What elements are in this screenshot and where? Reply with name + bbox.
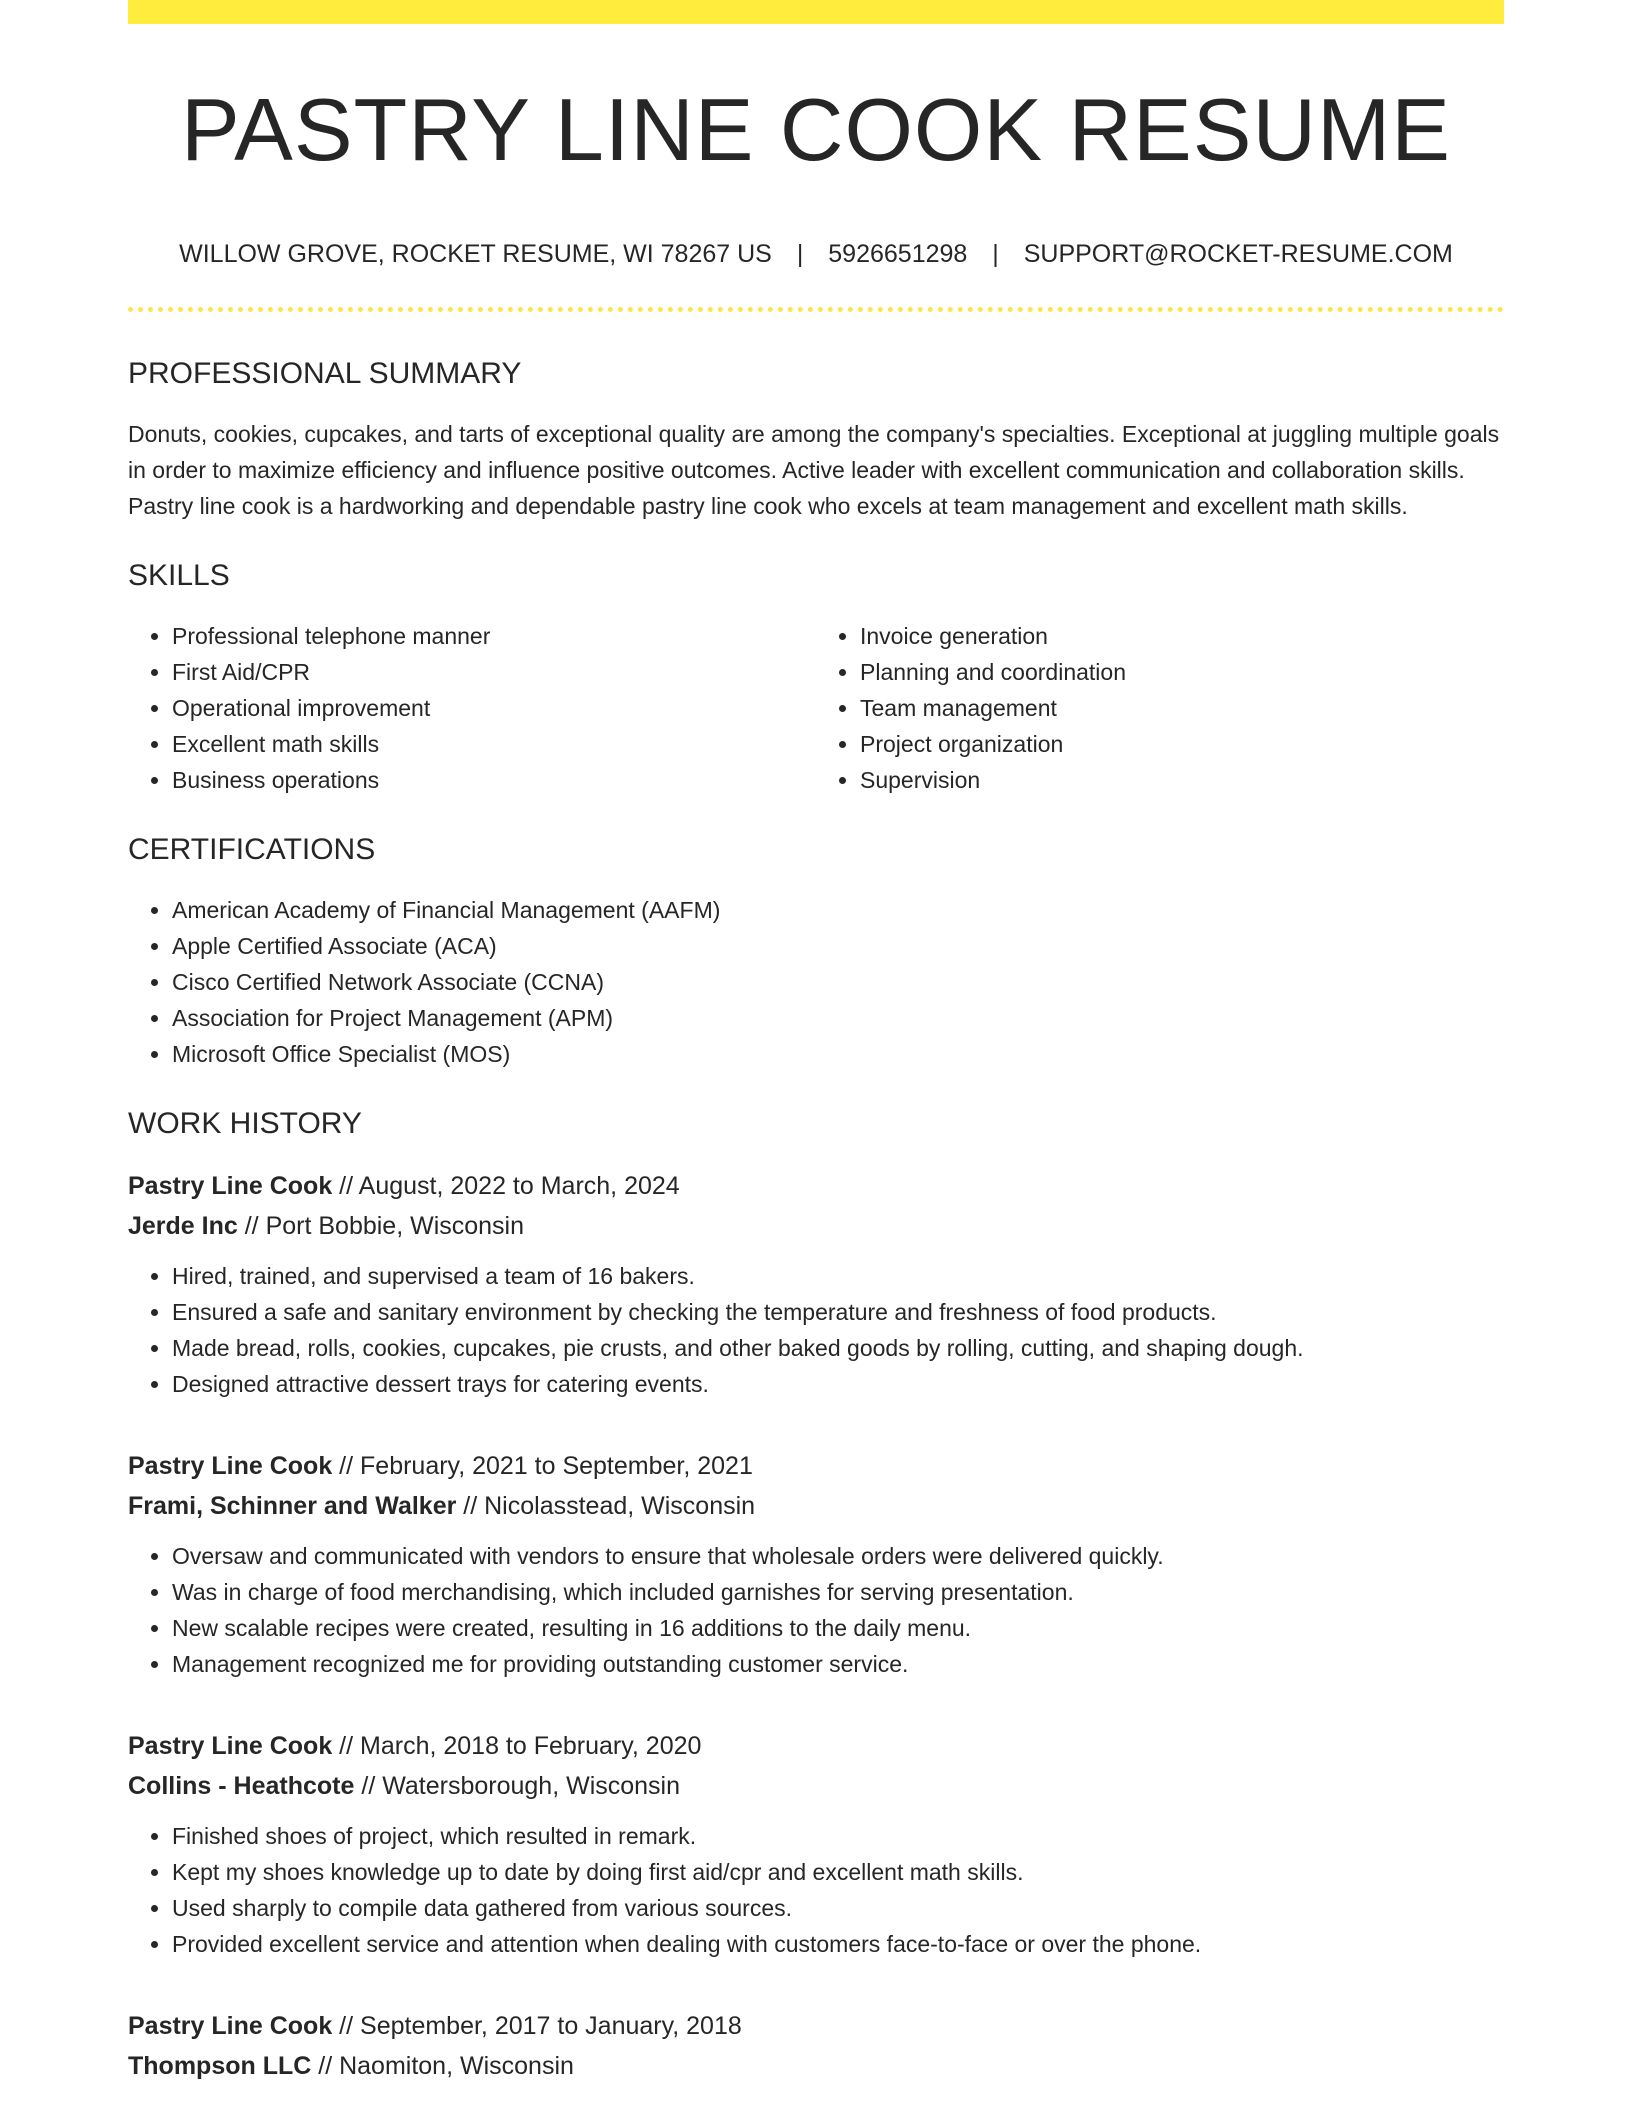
skills-columns xyxy=(128,618,1504,798)
skill-item: • Business operations xyxy=(172,762,816,798)
job-bullet: • Oversaw and communicated with vendors to ensure that wholesale orders were delivered quickly. xyxy=(172,1538,1504,1574)
skill-item: • Team management xyxy=(860,690,1504,726)
certifications-heading: CERTIFICATIONS xyxy=(128,832,376,866)
contact-separator: | xyxy=(992,239,999,268)
certification-item: • Cisco Certified Network Associate (CCNA) xyxy=(172,964,1504,1000)
certification-item: • Microsoft Office Specialist (MOS) xyxy=(172,1036,1504,1072)
skill-item: • Operational improvement xyxy=(172,690,816,726)
job-role: Pastry Line Cook xyxy=(128,1731,333,1760)
skill-item: • First Aid/CPR xyxy=(172,654,816,690)
job-company: Jerde Inc xyxy=(128,1211,238,1240)
resume-title: PASTRY LINE COOK RESUME xyxy=(181,80,1451,179)
job-bullet: • Kept my shoes knowledge up to date by doing first aid/cpr and excellent math skills. xyxy=(172,1854,1504,1890)
job-company: Frami, Schinner and Walker xyxy=(128,1491,457,1520)
job-bullet: • Finished shoes of project, which resulted in remark. xyxy=(172,1818,1504,1854)
work-history-heading: WORK HISTORY xyxy=(128,1106,362,1140)
skills-list-right xyxy=(816,618,1504,798)
skills-list-left xyxy=(128,618,816,798)
job-bullet: • Ensured a safe and sanitary environment by checking the temperature and freshness of food products. xyxy=(172,1294,1504,1330)
certification-item: • American Academy of Financial Management (AAFM) xyxy=(172,892,1504,928)
job-role-line xyxy=(128,1166,1504,1206)
job-role: Pastry Line Cook xyxy=(128,2011,333,2040)
skill-item: • Project organization xyxy=(860,726,1504,762)
skill-item: • Professional telephone manner xyxy=(172,618,816,654)
certification-item: • Apple Certified Associate (ACA) xyxy=(172,928,1504,964)
skill-item: • Invoice generation xyxy=(860,618,1504,654)
job-bullet: • New scalable recipes were created, resulting in 16 additions to the daily menu. xyxy=(172,1610,1504,1646)
dotted-divider xyxy=(128,307,1504,312)
job-dates: // August, 2022 to March, 2024 xyxy=(332,1171,680,1200)
job-bullet: • Designed attractive dessert trays for catering events. xyxy=(172,1366,1504,1402)
contact-phone[interactable]: 5926651298 xyxy=(828,239,968,268)
job-role: Pastry Line Cook xyxy=(128,1171,333,1200)
job-company-line xyxy=(128,1766,1504,1806)
job-bullet: • Made bread, rolls, cookies, cupcakes, pie crusts, and other baked goods by rolling, cutting, and shaping dough. xyxy=(172,1330,1504,1366)
job-dates: // March, 2018 to February, 2020 xyxy=(332,1731,702,1760)
certification-item: • Association for Project Management (APM) xyxy=(172,1000,1504,1036)
job-company: Thompson LLC xyxy=(128,2051,312,2080)
resume-page xyxy=(128,0,1504,2086)
skill-item: • Supervision xyxy=(860,762,1504,798)
job-bullets xyxy=(128,1818,1504,1962)
skill-item: • Planning and coordination xyxy=(860,654,1504,690)
job-bullet: • Used sharply to compile data gathered from various sources. xyxy=(172,1890,1504,1926)
job-bullet: • Hired, trained, and supervised a team of 16 bakers. xyxy=(172,1258,1504,1294)
job-entry xyxy=(128,1446,1504,1682)
job-bullets xyxy=(128,1538,1504,1682)
job-dates: // February, 2021 to September, 2021 xyxy=(332,1451,753,1480)
job-location: // Port Bobbie, Wisconsin xyxy=(237,1211,525,1240)
job-dates: // September, 2017 to January, 2018 xyxy=(332,2011,742,2040)
skills-heading: SKILLS xyxy=(128,558,230,592)
contact-line xyxy=(128,239,1504,269)
job-role-line xyxy=(128,1726,1504,1766)
job-location: // Naomiton, Wisconsin xyxy=(311,2051,574,2080)
contact-address: WILLOW GROVE, ROCKET RESUME, WI 78267 US xyxy=(179,239,772,268)
job-bullet: • Provided excellent service and attention when dealing with customers face-to-face or over the phone. xyxy=(172,1926,1504,1962)
job-role-line xyxy=(128,2006,1504,2046)
job-entry xyxy=(128,1166,1504,1402)
job-bullet: • Was in charge of food merchandising, which included garnishes for serving presentation. xyxy=(172,1574,1504,1610)
summary-text: Donuts, cookies, cupcakes, and tarts of exceptional quality are among the company's specialties. Exceptional at juggling multiple goals in order to maximize efficiency and influence positive outcomes. Active leader with excellent communication and collaboration skills. Pastry line cook is a hardworking and dependable pastry line cook who excels at team management and excellent math skills. xyxy=(128,420,1500,519)
job-role-line xyxy=(128,1446,1504,1486)
certifications-list xyxy=(128,892,1504,1072)
job-company: Collins - Heathcote xyxy=(128,1771,355,1800)
skill-item: • Excellent math skills xyxy=(172,726,816,762)
job-bullets xyxy=(128,1258,1504,1402)
job-company-line xyxy=(128,1486,1504,1526)
summary-heading: PROFESSIONAL SUMMARY xyxy=(128,356,522,390)
job-company-line xyxy=(128,1206,1504,1246)
job-location: // Nicolasstead, Wisconsin xyxy=(456,1491,756,1520)
job-entry xyxy=(128,2006,1504,2086)
contact-email[interactable]: SUPPORT@ROCKET-RESUME.COM xyxy=(1023,239,1453,268)
job-entry xyxy=(128,1726,1504,1962)
contact-separator: | xyxy=(796,239,804,268)
job-company-line xyxy=(128,2046,1504,2086)
top-accent-bar xyxy=(128,0,1504,24)
job-role: Pastry Line Cook xyxy=(128,1451,333,1480)
job-bullet: • Management recognized me for providing outstanding customer service. xyxy=(172,1646,1504,1682)
job-location: // Watersborough, Wisconsin xyxy=(354,1771,681,1800)
